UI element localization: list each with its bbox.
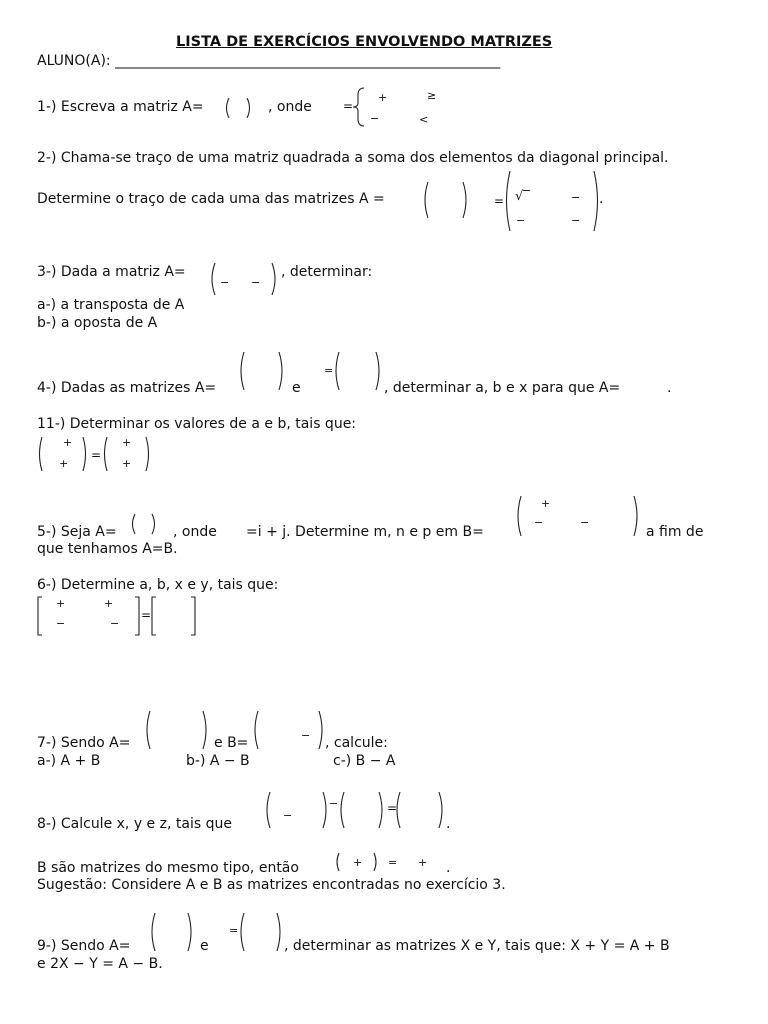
student-name-line: ALUNO(A): _______________________________________________________ (37, 53, 501, 69)
ex5-line2: que tenhamos A=B. (37, 541, 178, 557)
ex2-matrix-A (422, 181, 470, 219)
ex3-minus-1: − (220, 276, 230, 289)
ex11-plus-1: + (63, 436, 73, 449)
ex5-plus: + (541, 497, 551, 510)
note-plus-2: + (418, 856, 428, 869)
ex7-item-c: c-) B − A (333, 753, 396, 769)
ex1-brace (352, 87, 366, 127)
note-line1: B são matrizes do mesmo tipo, então (37, 860, 299, 876)
ex8-minus-1: − (283, 809, 293, 822)
ex7-text: 7-) Sendo A= (37, 735, 131, 751)
ex8-matrix-2 (338, 791, 386, 829)
ex6-text: 6-) Determine a, b, x e y, tais que: (37, 577, 279, 593)
ex5-text: 5-) Seja A= (37, 524, 117, 540)
ex8-minus-2: − (329, 797, 339, 810)
ex5-minus-2: − (580, 516, 590, 529)
ex2-line2: Determine o traço de cada uma das matrizes A = (37, 191, 385, 207)
ex7-minus: − (301, 729, 311, 742)
ex7-matrix-A (144, 710, 210, 750)
ex7-eB: e B= (214, 735, 249, 751)
ex2-period: . (599, 191, 604, 207)
ex9-after: , determinar as matrizes X e Y, tais que: X + Y = A + B (284, 938, 670, 954)
ex1-sym-lt: < (419, 113, 429, 126)
ex4-e: e (292, 380, 301, 396)
ex9-matrix-A (149, 912, 195, 952)
ex11-eq: = (91, 448, 102, 462)
ex11-text: 11-) Determinar os valores de a e b, tais que: (37, 416, 357, 432)
ex3-minus-2: − (251, 276, 261, 289)
ex5-onde: , onde (173, 524, 217, 540)
note-plus-1: + (353, 856, 363, 869)
ex11-plus-2: + (59, 457, 69, 470)
ex5-after: a fim de (646, 524, 704, 540)
ex5-minus-1: − (534, 516, 544, 529)
ex8-end: . (446, 816, 451, 832)
note-eq: = (388, 856, 398, 869)
ex6-eq: = (141, 608, 152, 622)
ex7-after: , calcule: (325, 735, 388, 751)
ex8-matrix-3 (394, 791, 446, 829)
ex4-matrix-A (238, 351, 286, 391)
ex9-text: 9-) Sendo A= (37, 938, 131, 954)
ex1-onde: , onde (268, 99, 312, 115)
ex7-item-b: b-) A − B (186, 753, 250, 769)
ex5-matrix-A (130, 513, 158, 535)
ex2-sqrt: √‾ (515, 189, 530, 204)
ex8-text: 8-) Calcule x, y e z, tais que (37, 816, 232, 832)
ex9-eq: = (229, 924, 239, 937)
ex3-text: 3-) Dada a matriz A= (37, 264, 186, 280)
ex3-item-b: b-) a oposta de A (37, 315, 158, 331)
ex1-eq: = (343, 99, 354, 113)
ex6-minus-1: − (56, 617, 66, 630)
ex9-e: e (200, 938, 209, 954)
ex1-sym-plus: + (378, 91, 388, 104)
ex3-after: , determinar: (281, 264, 373, 280)
ex6-matrix-right (151, 596, 197, 636)
ex7-item-a: a-) A + B (37, 753, 101, 769)
ex2-line1: 2-) Chama-se traço de uma matriz quadrada a soma dos elementos da diagonal principal. (37, 150, 669, 166)
ex9-matrix-B (238, 912, 284, 952)
ex2-minus-2: − (516, 214, 526, 227)
page-title: LISTA DE EXERCÍCIOS ENVOLVENDO MATRIZES (176, 34, 553, 50)
ex1-text: 1-) Escreva a matriz A= (37, 99, 204, 115)
note-end: . (446, 860, 451, 876)
ex8-matrix-1 (264, 791, 330, 829)
ex4-after: , determinar a, b e x para que A= (384, 380, 621, 396)
ex11-plus-3: + (122, 436, 132, 449)
ex4-text: 4-) Dadas as matrizes A= (37, 380, 217, 396)
ex1-matrix-parens (224, 97, 254, 119)
ex4-matrix-B (333, 351, 383, 391)
ex4-end: . (667, 380, 672, 396)
ex7-matrix-B (252, 710, 326, 750)
ex1-sym-minus: − (370, 112, 380, 125)
ex2-eq: = (494, 194, 505, 208)
ex6-plus-1: + (56, 597, 66, 610)
ex6-minus-2: − (110, 617, 120, 630)
ex3-item-a: a-) a transposta de A (37, 297, 185, 313)
ex2-minus-3: − (571, 214, 581, 227)
ex11-plus-4: + (122, 457, 132, 470)
ex4-eq: = (324, 364, 334, 377)
ex9-line2: e 2X − Y = A − B. (37, 956, 163, 972)
ex5-cond: =i + j. Determine m, n e p em B= (246, 524, 484, 540)
ex8-eq: = (387, 801, 398, 815)
note-line2: Sugestão: Considere A e B as matrizes encontradas no exercício 3. (37, 877, 506, 893)
ex2-minus-1: − (571, 191, 581, 204)
ex1-sym-geq: ≥ (427, 89, 437, 102)
ex6-plus-2: + (104, 597, 114, 610)
ex6-matrix-left (37, 596, 141, 636)
